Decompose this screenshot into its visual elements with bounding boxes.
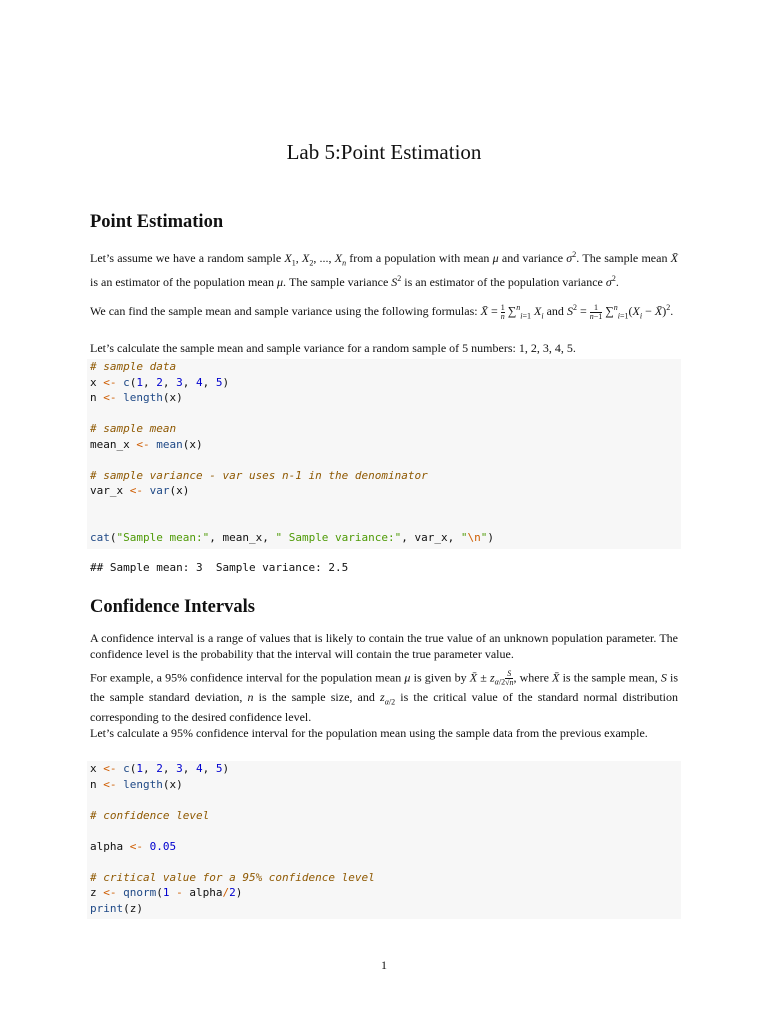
section-heading-confidence-intervals: Confidence Intervals xyxy=(90,597,255,617)
paragraph-ci-definition: A confidence interval is a range of values that is likely to contain the true value of an unknown population parameter. The confidence level is the probability that the interval will contain the true parameter value. xyxy=(90,631,678,661)
page-number: 1 xyxy=(381,958,387,972)
code-block-ci: x <- c(1, 2, 3, 4, 5) n <- length(x) # confidence level alpha <- 0.05 # critical value for a 95% confidence level z <- qnorm(1 - alpha/2) print(z) xyxy=(87,761,681,919)
paragraph-ci-formula: For example, a 95% confidence interval for the population mean μ is given by X̄ ± $z_{\alpha/2}$ $\frac{S}{√n}$ , where X̄ is the sample mean, S is the sample standard deviation, n is the sample size, and $z_{\alpha/2}$ is the critical value of the standard normal distribution corresponding to the desired confidence level. xyxy=(90,669,678,725)
code-output: ## Sample mean: 3 Sample variance: 2.5 xyxy=(90,561,349,574)
paragraph-ci-calc: Let’s calculate a 95% confidence interval for the population mean using the sample data from the previous example. xyxy=(90,726,648,740)
section-heading-point-estimation: Point Estimation xyxy=(90,212,224,232)
page-title: Lab 5:Point Estimation xyxy=(286,140,482,164)
paragraph-formulas: We can find the sample mean and sample variance using the following formulas: X̄ = $\frac{1}{n}$ ∑$^n_{i=1}$ $X_i$ and $S^2$ = $\frac{1}{n-1}$ $\sum^n_{i=1}(X_i$ − X̄)$^2$. xyxy=(90,302,674,321)
code-block-sample: # sample data x <- c(1, 2, 3, 4, 5) n <- length(x) # sample mean mean_x <- mean(x) # sample variance - var uses n-1 in the denominator var_x <- var(x) cat("Sample mean:", mean_x, " Sample variance:", var_x, "\n") xyxy=(87,359,681,549)
paragraph-calc: Let’s calculate the sample mean and sample variance for a random sample of 5 numbers: 1, 2, 3, 4, 5. xyxy=(90,341,576,355)
paragraph-intro: Let’s assume we have a random sample $X_1$, $X_2$, ..., $X_n$ from a population with mean μ and variance $\sigma^2$. The sample mean X̄ is an estimator of the population mean μ. The sample variance $S^2$ is an estimator of the population variance $\sigma^2$. xyxy=(90,250,679,289)
ci-formula-tail: is the critical value of the standard normal distribution corresponding to the desired confidence level. xyxy=(90,690,678,725)
formula-lead: We can find the sample mean and sample variance using the following formulas: xyxy=(90,304,478,318)
